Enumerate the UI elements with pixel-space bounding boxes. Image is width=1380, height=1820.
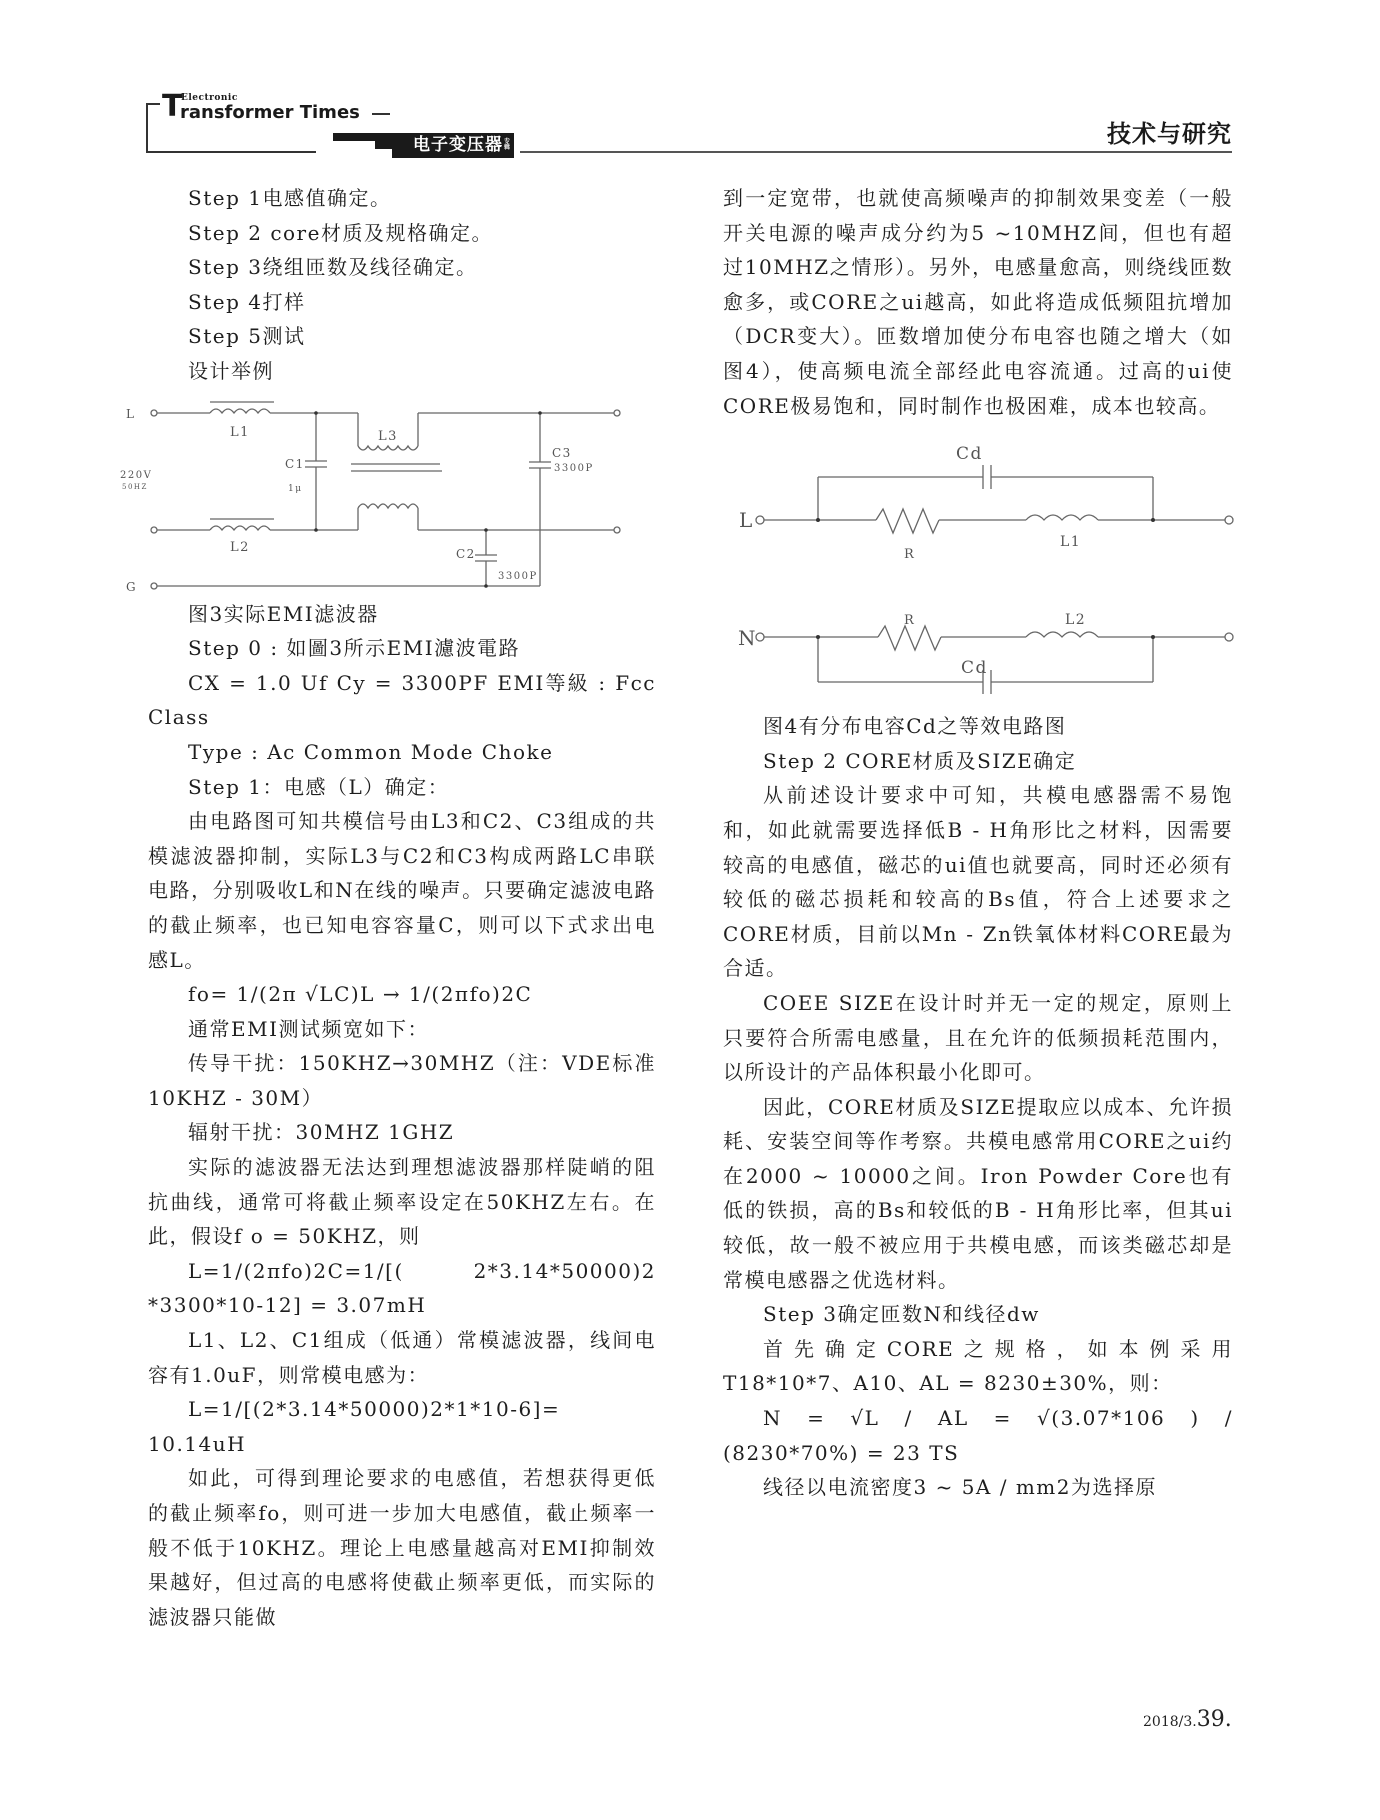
label-c1: C1 (285, 456, 305, 471)
header-frame-line (146, 103, 160, 105)
header-frame-line (146, 151, 316, 153)
label-c3-value: 3300P (554, 462, 594, 474)
inductor-l3-top (358, 446, 418, 450)
terminal-l-in (151, 410, 157, 416)
paragraph: 实际的滤波器无法达到理想滤波器那样陡峭的阻抗曲线，通常可将截止频率设定在50KHZ左右。在此，假设f o = 50KHZ，则 (148, 1155, 656, 1249)
label-l2: L2 (1065, 612, 1087, 629)
label-n-input: N (738, 626, 757, 651)
inductor-l1 (1026, 515, 1098, 520)
right-column (723, 181, 1233, 1505)
design-example-heading: 设计举例 (188, 358, 274, 383)
inductor-l1 (210, 409, 270, 413)
step-item: Step 5测试 (188, 324, 306, 349)
terminal-n-in (756, 633, 764, 641)
junction-dot (538, 411, 542, 415)
section-title: 技术与研究 (1107, 120, 1232, 148)
terminal-n-in (151, 527, 157, 533)
formula: N = √L / AL = √(3.07*106 ) / (8230*70%) = 23 TS (723, 1406, 1233, 1465)
junction-dot (816, 635, 820, 639)
issue-date: 2018/3. (1143, 1714, 1197, 1730)
label-l1: L1 (1060, 534, 1082, 551)
formula: fo= 1/(2π √LC)L → 1/(2πfo)2C (188, 982, 533, 1007)
terminal-l-out (1225, 516, 1233, 524)
header-frame-line (146, 103, 148, 153)
label-c3: C3 (552, 445, 572, 460)
label-cd-top: Cd (956, 444, 983, 465)
junction-dot (816, 518, 820, 522)
label-c1-value: 1μ (288, 483, 303, 494)
label-l1: L1 (230, 424, 250, 440)
paragraph: 到一定宽带，也就使高频噪声的抑制效果变差（一般开关电源的噪声成分约为5 ~10MHZ间，但也有超过10MHZ之情形）。另外，电感量愈高，则绕线匝数愈多，或CORE之ui越高，如此将造成低频阻抗增加（DCR变大）。匝数增加使分布电容也随之增大（如图4），使高频电流全部经此电容流通。过高的ui使CORE极易饱和，同时制作也极困难，成本也较高。 (723, 186, 1233, 418)
label-c2-value: 3300P (498, 570, 538, 582)
paragraph: 首先确定CORE之规格，如本例采用T18*10*7、A10、AL = 8230±30%，则： (723, 1336, 1233, 1396)
label-voltage: 220V (120, 469, 153, 481)
label-l-input: L (739, 508, 754, 533)
inductor-l2 (210, 526, 270, 530)
logo-electronic: Electronic (181, 93, 238, 103)
paragraph: 通常EMI测试频宽如下： (188, 1016, 429, 1041)
figure-4-caption: 图4有分布电容Cd之等效电路图 (763, 714, 1067, 739)
logo-letter: T (162, 89, 183, 124)
terminal-g (151, 583, 157, 589)
paragraph: Type : Ac Common Mode Choke (188, 739, 554, 764)
logo-title: ransformer Times (180, 102, 360, 123)
junction-dot (1151, 635, 1155, 639)
step-heading: Step 2 CORE材质及SIZE确定 (763, 748, 1077, 773)
label-r-bottom: R (904, 613, 916, 629)
paragraph: 线径以电流密度3 ~ 5A / mm2为选择原 (763, 1475, 1157, 1500)
terminal-n-out (1225, 633, 1233, 641)
label-l2: L2 (230, 539, 250, 555)
paragraph: 从前述设计要求中可知，共模电感器需不易饱和，如此就需要选择低B - H角形比之材料，因需要较高的电感值，磁芯的ui值也就要高，同时还必须有较低的磁芯损耗和较高的Bs值，符合上述要求之CORE材质，目前以Mn - Zn铁氧体材料CORE最为合适。 (723, 783, 1233, 981)
paragraph: 如此，可得到理论要求的电感值，若想获得更低的截止频率fo，则可进一步加大电感值，截止频率一般不低于10KHZ。理论上电感量越高对EMI抑制效果越好，但过高的电感将使截止频率更低，而实际的滤波器只能做 (148, 1466, 656, 1629)
formula: L=1/(2πfo)2C=1/[( 2*3.14*50000)2 *3300*10-12] = 3.07mH (148, 1258, 656, 1318)
paragraph: 因此，CORE材质及SIZE提取应以成本、允许损耗、安装空间等作考察。共模电感常用CORE之ui约在2000 ~ 10000之间。Iron Powder Core也有低的铁损，高的Bs和较低的B - H角形比率，但其ui较低，故一般不被应用于共模电感，而该类磁芯却是常模电感器之优选材料。 (723, 1094, 1233, 1292)
page-footer (1143, 1707, 1232, 1732)
label-l-in: L (126, 406, 136, 421)
junction-dot (1151, 518, 1155, 522)
figure-4-equivalent-circuit (723, 427, 1233, 709)
inductor-l2 (1026, 632, 1098, 637)
step-item: Step 4打样 (188, 289, 306, 314)
figure-3-caption: 图3实际EMI滤波器 (188, 601, 379, 626)
junction-dot (484, 528, 488, 532)
paragraph: Step 0 : 如圖3所示EMI濾波電路 (188, 636, 521, 661)
header-rule (520, 151, 1232, 153)
figure-3-emi-filter (120, 391, 656, 597)
paragraph: Step 1：电感（L）确定： (188, 774, 450, 799)
step-item: Step 2 core材质及规格确定。 (188, 220, 493, 245)
inductor-l3-bottom (358, 504, 418, 508)
resistor-r-bottom (878, 626, 941, 650)
resistor-r-top (876, 509, 939, 533)
junction-dot (314, 411, 318, 415)
terminal-l-in (756, 516, 764, 524)
page-number: 39. (1196, 1707, 1232, 1732)
label-r-top: R (904, 547, 916, 563)
distributed-capacitance-circuit (723, 427, 1233, 709)
left-column (120, 181, 656, 1634)
paragraph: 辐射干扰：30MHZ 1GHZ (188, 1120, 455, 1145)
label-l3: L3 (378, 428, 398, 444)
paragraph: 由电路图可知共模信号由L3和C2、C3组成的共模滤波器抑制，实际L3与C2和C3构成两路LC串联电路，分别吸收L和N在线的噪声。只要确定滤波电路的截止频率，也已知电容容量C，则可以下式求出电感L。 (148, 809, 656, 972)
terminal-n-out (614, 527, 620, 533)
junction-dot (484, 584, 488, 588)
terminal-l-out (614, 410, 620, 416)
banner (392, 133, 514, 158)
paragraph: L1、L2、C1组成（低通）常模滤波器，线间电容有1.0uF，则常模电感为： (148, 1328, 656, 1387)
label-frequency: 50HZ (122, 482, 148, 491)
paragraph: 传导干扰：150KHZ→30MHZ（注：VDE标准10KHZ - 30M） (148, 1051, 656, 1110)
emi-filter-circuit (120, 391, 656, 597)
formula: L=1/[(2*3.14*50000)2*1*10-6]= 10.14uH (148, 1397, 561, 1456)
paragraph: COEE SIZE在设计时并无一定的规定，原则上只要符合所需电感量，且在允许的低频损耗范围内，以所设计的产品体积最小化即可。 (723, 990, 1233, 1085)
label-cd-bottom: Cd (961, 658, 988, 679)
step-item: Step 1电感值确定。 (188, 186, 392, 210)
step-heading: Step 3确定匝数N和线径dw (763, 1302, 1040, 1327)
label-g: G (126, 579, 138, 594)
paragraph: CX = 1.0 Uf Cy = 3300PF EMI等級 : Fcc Class (148, 670, 656, 730)
banner-text: 电子变压器 (413, 135, 503, 155)
step-item: Step 3绕组匝数及线径确定。 (188, 255, 478, 280)
banner-small-text: 专辑 (503, 138, 510, 151)
logo-dash (372, 113, 390, 115)
label-c2: C2 (456, 546, 476, 561)
junction-dot (314, 528, 318, 532)
